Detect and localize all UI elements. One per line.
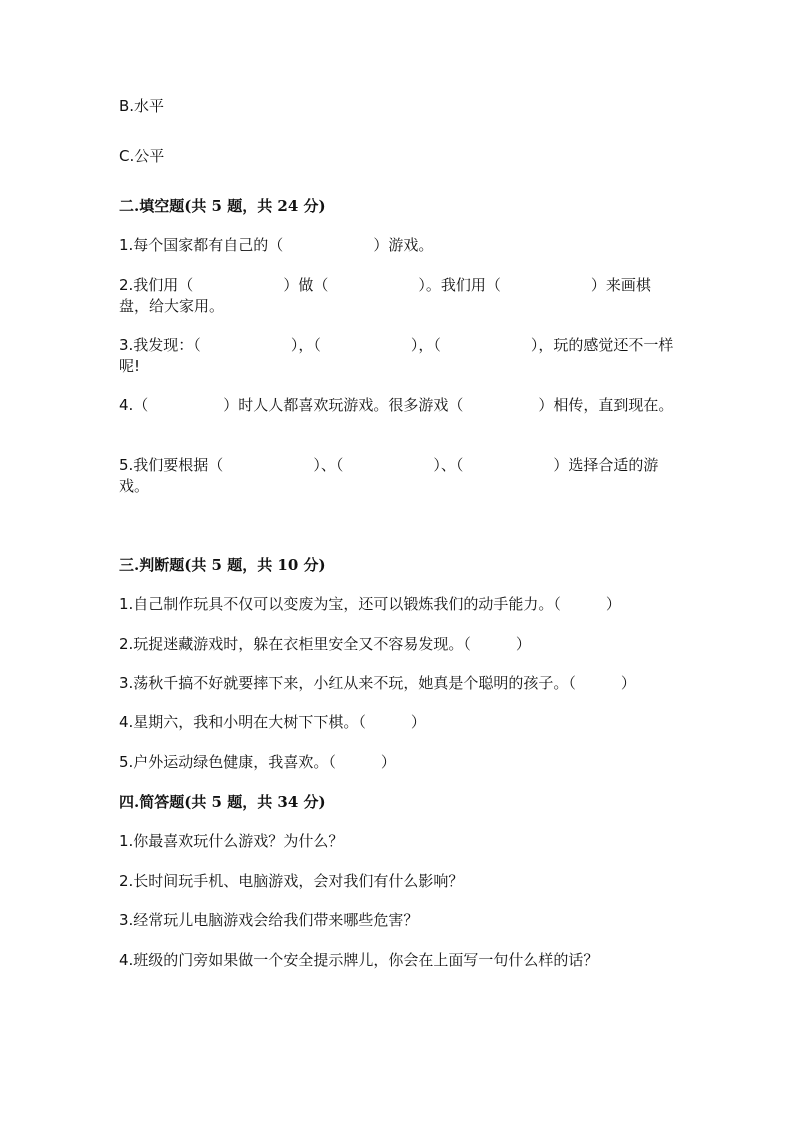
short-answer-question-4: 4.班级的门旁如果做一个安全提示牌儿，你会在上面写一句什么样的话？	[119, 951, 599, 969]
short-answer-question-1: 1.你最喜欢玩什么游戏？为什么？	[119, 832, 344, 850]
option-b: B.水平	[119, 97, 165, 115]
true-false-question-3: 3.荡秋千搞不好就要摔下来，小红从来不玩，她真是个聪明的孩子。（ ）	[119, 674, 636, 692]
true-false-question-2: 2.玩捉迷藏游戏时，躲在衣柜里安全又不容易发现。（ ）	[119, 635, 531, 653]
true-false-question-4: 4.星期六，我和小明在大树下下棋。（ ）	[119, 713, 426, 731]
section-2-title: 二.填空题(共 5 题，共 24 分)	[119, 197, 326, 215]
short-answer-question-3: 3.经常玩儿电脑游戏会给我们带来哪些危害？	[119, 911, 419, 929]
fill-blank-question-2: 2.我们用（ ）做（ ）。我们用（ ）来画棋盘，给大家用。	[119, 276, 651, 315]
fill-blank-question-4: 4.（ ）时人人都喜欢玩游戏。很多游戏（ ）相传，直到现在。	[119, 396, 674, 414]
short-answer-question-2: 2.长时间玩手机、电脑游戏，会对我们有什么影响？	[119, 872, 464, 890]
section-3-title: 三.判断题(共 5 题，共 10 分)	[119, 556, 326, 574]
true-false-question-5: 5.户外运动绿色健康，我喜欢。（ ）	[119, 753, 396, 771]
true-false-question-1: 1.自己制作玩具不仅可以变废为宝，还可以锻炼我们的动手能力。（ ）	[119, 595, 621, 613]
fill-blank-question-3: 3.我发现：（ ），（ ），（ ），玩的感觉还不一样呢!	[119, 336, 674, 375]
fill-blank-question-1: 1.每个国家都有自己的（ ）游戏。	[119, 236, 434, 254]
option-c: C.公平	[119, 147, 165, 165]
section-4-title: 四.简答题(共 5 题，共 34 分)	[119, 793, 326, 811]
fill-blank-question-5: 5.我们要根据（ ）、（ ）、（ ）选择合适的游戏。	[119, 456, 659, 495]
